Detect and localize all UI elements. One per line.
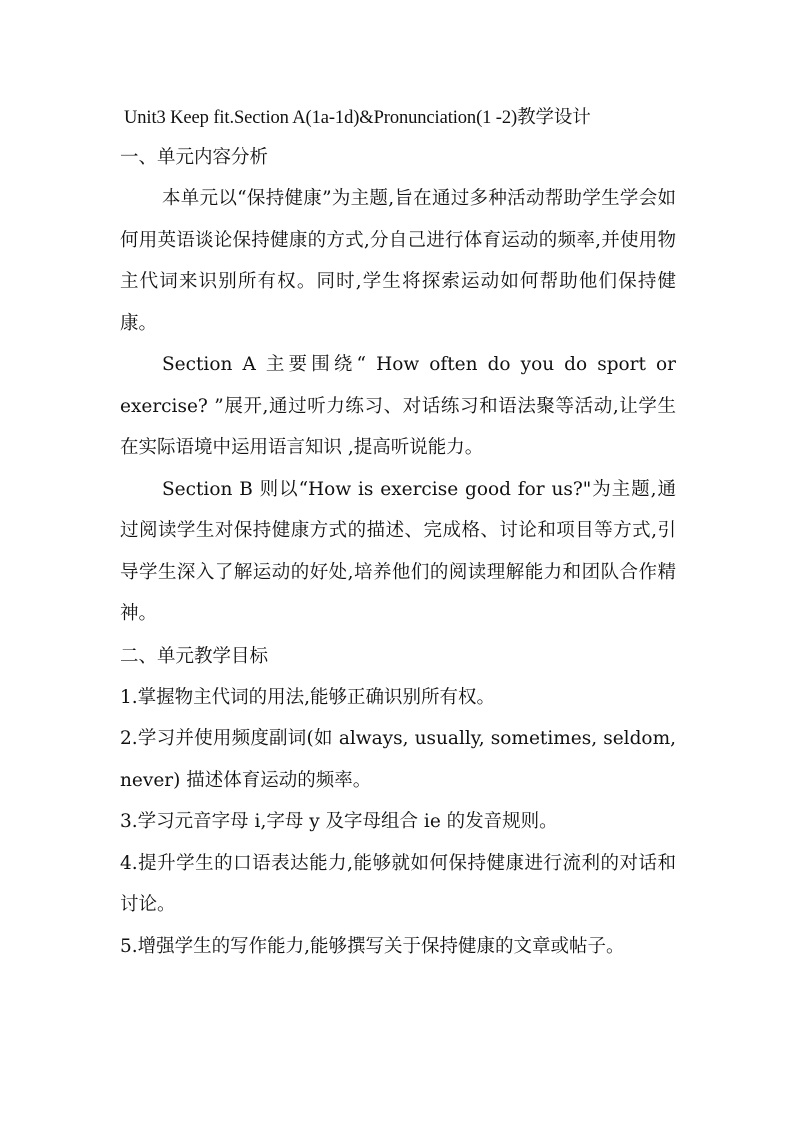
section-heading-unit-analysis: 一、单元内容分析 xyxy=(120,147,269,168)
goal-item-5: 5.增强学生的写作能力,能够撰写关于保持健康的文章或帖子。 xyxy=(120,935,625,957)
paragraph-section-b: Section B 则以“How is exercise good for us?"为主题,通过阅读学生对保持健康方式的描述、完成格、讨论和项目等方式,引导学生深入了解运动的好处,培养他们的阅读理解能力和团队合作精神。 xyxy=(120,478,676,624)
goal-item-2: 2.学习并使用频度副词(如 always, usually, sometimes, seldom, never) 描述体育运动的频率。 xyxy=(120,728,676,791)
document-body xyxy=(120,98,676,967)
goal-item-3: 3.学习元音字母 i,字母 y 及字母组合 ie 的发音规则。 xyxy=(120,811,558,832)
goal-item-4: 4.提升学生的口语表达能力,能够就如何保持健康进行流利的对话和讨论。 xyxy=(120,852,676,915)
goal-item-1: 1.掌握物主代词的用法,能够正确识别所有权。 xyxy=(120,686,496,708)
paragraph-section-a: Section A 主要围绕“ How often do you do sport or exercise? ”展开,通过听力练习、对话练习和语法聚等活动,让学生在实际语境中运用语言知识 ,提高听说能力。 xyxy=(120,354,676,458)
document-title: Unit3 Keep fit.Section A(1a-1d)&Pronunciation(1 -2)教学设计 xyxy=(124,108,591,128)
section-heading-teaching-goals: 二、单元教学目标 xyxy=(120,645,269,667)
paragraph-unit-overview: 本单元以“保持健康”为主题,旨在通过多种活动帮助学生学会如何用英语谈论保持健康的方式,分自己进行体育运动的频率,并使用物主代词来识别所有权。同时,学生将探索运动如何帮助他们保持健康。 xyxy=(120,188,676,334)
